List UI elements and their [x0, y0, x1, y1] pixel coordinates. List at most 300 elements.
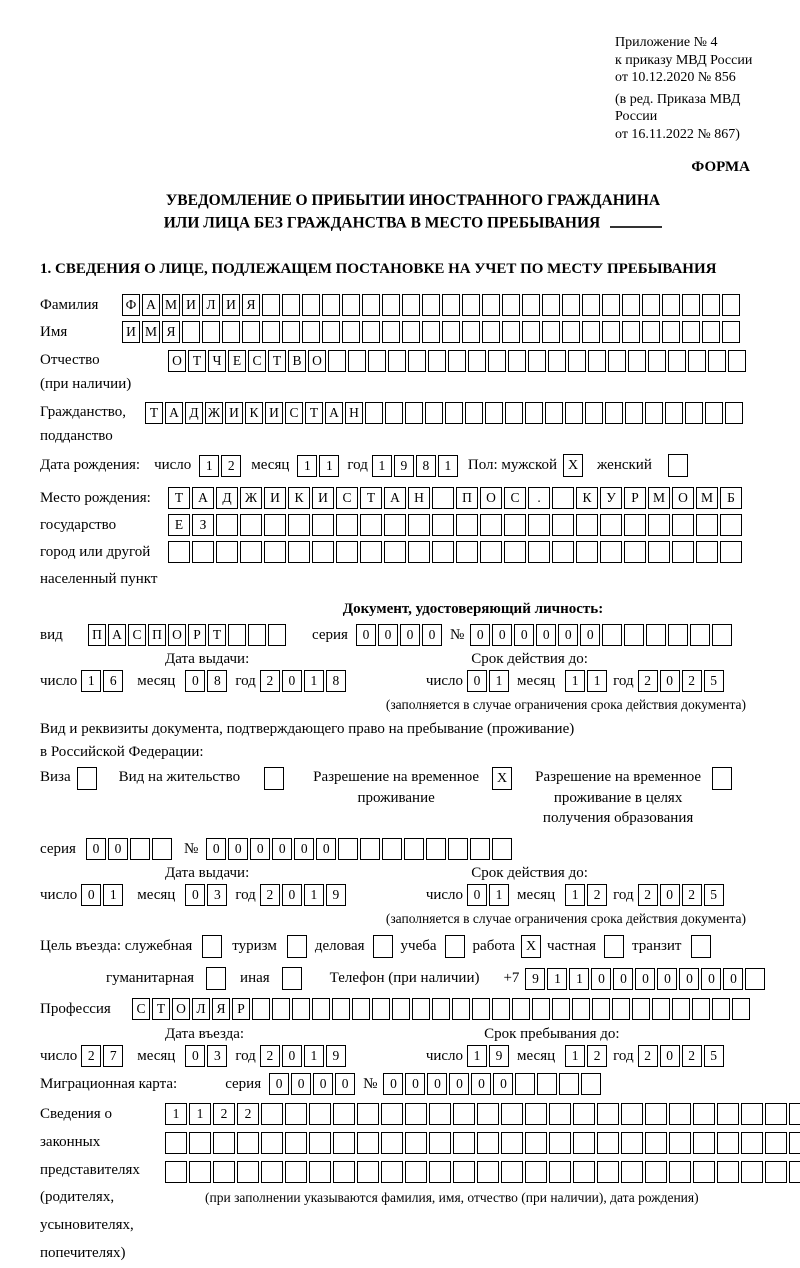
char-cell[interactable] — [240, 541, 262, 563]
purpose-turizm-checkbox[interactable] — [287, 935, 307, 958]
char-cell[interactable] — [333, 1161, 355, 1183]
char-cell[interactable]: 1 — [103, 884, 123, 906]
char-cell[interactable]: 0 — [467, 884, 487, 906]
char-cell[interactable] — [213, 1161, 235, 1183]
char-cell[interactable] — [453, 1103, 475, 1125]
char-cell[interactable] — [405, 1103, 427, 1125]
char-cell[interactable] — [477, 1161, 499, 1183]
char-cell[interactable] — [332, 998, 350, 1020]
char-cell[interactable] — [501, 1103, 523, 1125]
char-cell[interactable] — [525, 1161, 547, 1183]
char-cell[interactable] — [717, 1132, 739, 1154]
char-cell[interactable] — [592, 998, 610, 1020]
char-cell[interactable]: 0 — [272, 838, 292, 860]
char-cell[interactable] — [662, 321, 680, 343]
char-cell[interactable]: 0 — [250, 838, 270, 860]
char-cell[interactable] — [357, 1132, 379, 1154]
char-cell[interactable]: 2 — [260, 670, 280, 692]
purpose-chastnaya-checkbox[interactable] — [604, 935, 624, 958]
char-cell[interactable]: О — [172, 998, 190, 1020]
char-cell[interactable]: 0 — [580, 624, 600, 646]
char-cell[interactable] — [213, 1132, 235, 1154]
char-cell[interactable]: Т — [188, 350, 206, 372]
char-cell[interactable] — [480, 514, 502, 536]
char-cell[interactable] — [422, 321, 440, 343]
char-cell[interactable] — [542, 294, 560, 316]
char-cell[interactable]: 0 — [206, 838, 226, 860]
char-cell[interactable]: 0 — [81, 884, 101, 906]
char-cell[interactable] — [165, 1161, 187, 1183]
char-cell[interactable]: Т — [305, 402, 323, 424]
char-cell[interactable] — [285, 1103, 307, 1125]
char-cell[interactable] — [642, 294, 660, 316]
char-cell[interactable] — [741, 1161, 763, 1183]
rvp-education-checkbox[interactable] — [712, 767, 732, 790]
char-cell[interactable] — [362, 321, 380, 343]
char-cell[interactable]: . — [528, 487, 550, 509]
char-cell[interactable]: 1 — [372, 455, 392, 477]
char-cell[interactable]: А — [108, 624, 126, 646]
char-cell[interactable]: Б — [720, 487, 742, 509]
purpose-delovaya-checkbox[interactable] — [373, 935, 393, 958]
char-cell[interactable] — [501, 1161, 523, 1183]
char-cell[interactable]: 0 — [356, 624, 376, 646]
char-cell[interactable] — [576, 541, 598, 563]
char-cell[interactable]: 0 — [660, 884, 680, 906]
visa-checkbox[interactable] — [77, 767, 97, 790]
char-cell[interactable] — [261, 1132, 283, 1154]
char-cell[interactable] — [288, 514, 310, 536]
char-cell[interactable] — [360, 541, 382, 563]
char-cell[interactable] — [602, 321, 620, 343]
char-cell[interactable]: 1 — [304, 1045, 324, 1067]
char-cell[interactable] — [477, 1103, 499, 1125]
char-cell[interactable] — [576, 514, 598, 536]
char-cell[interactable] — [382, 838, 402, 860]
char-cell[interactable]: Ч — [208, 350, 226, 372]
char-cell[interactable]: 0 — [657, 968, 677, 990]
char-cell[interactable] — [602, 624, 622, 646]
char-cell[interactable]: 1 — [304, 884, 324, 906]
char-cell[interactable]: 0 — [228, 838, 248, 860]
char-cell[interactable] — [632, 998, 650, 1020]
char-cell[interactable] — [720, 541, 742, 563]
char-cell[interactable]: П — [456, 487, 478, 509]
char-cell[interactable] — [717, 1161, 739, 1183]
char-cell[interactable] — [573, 1132, 595, 1154]
char-cell[interactable] — [581, 1073, 601, 1095]
char-cell[interactable]: 1 — [438, 455, 458, 477]
char-cell[interactable] — [532, 998, 550, 1020]
char-cell[interactable] — [152, 838, 172, 860]
char-cell[interactable]: 0 — [467, 670, 487, 692]
char-cell[interactable]: 0 — [383, 1073, 403, 1095]
char-cell[interactable]: С — [285, 402, 303, 424]
char-cell[interactable]: Л — [202, 294, 220, 316]
char-cell[interactable] — [262, 294, 280, 316]
purpose-rabota-checkbox[interactable]: X — [521, 935, 541, 958]
char-cell[interactable] — [717, 1103, 739, 1125]
char-cell[interactable] — [789, 1132, 800, 1154]
char-cell[interactable] — [682, 294, 700, 316]
char-cell[interactable] — [309, 1132, 331, 1154]
char-cell[interactable]: 0 — [282, 1045, 302, 1067]
char-cell[interactable] — [597, 1132, 619, 1154]
char-cell[interactable] — [582, 294, 600, 316]
char-cell[interactable] — [442, 321, 460, 343]
char-cell[interactable]: И — [222, 294, 240, 316]
char-cell[interactable]: 2 — [682, 1045, 702, 1067]
char-cell[interactable] — [362, 294, 380, 316]
char-cell[interactable] — [789, 1103, 800, 1125]
char-cell[interactable] — [572, 998, 590, 1020]
char-cell[interactable] — [382, 321, 400, 343]
char-cell[interactable]: И — [225, 402, 243, 424]
char-cell[interactable]: 8 — [326, 670, 346, 692]
char-cell[interactable] — [425, 402, 443, 424]
char-cell[interactable]: А — [384, 487, 406, 509]
char-cell[interactable] — [240, 514, 262, 536]
char-cell[interactable] — [693, 1132, 715, 1154]
char-cell[interactable] — [562, 294, 580, 316]
char-cell[interactable]: О — [672, 487, 694, 509]
purpose-tranzit-checkbox[interactable] — [691, 935, 711, 958]
char-cell[interactable]: Т — [145, 402, 163, 424]
purpose-ucheba-checkbox[interactable] — [445, 935, 465, 958]
char-cell[interactable] — [182, 321, 200, 343]
char-cell[interactable] — [189, 1132, 211, 1154]
char-cell[interactable] — [669, 1132, 691, 1154]
char-cell[interactable]: 0 — [493, 1073, 513, 1095]
char-cell[interactable] — [402, 321, 420, 343]
char-cell[interactable] — [549, 1103, 571, 1125]
char-cell[interactable] — [357, 1103, 379, 1125]
char-cell[interactable]: П — [88, 624, 106, 646]
char-cell[interactable] — [549, 1161, 571, 1183]
char-cell[interactable]: Н — [408, 487, 430, 509]
char-cell[interactable]: И — [312, 487, 334, 509]
char-cell[interactable]: 0 — [185, 884, 205, 906]
char-cell[interactable]: 0 — [313, 1073, 333, 1095]
char-cell[interactable] — [585, 402, 603, 424]
char-cell[interactable] — [482, 294, 500, 316]
char-cell[interactable] — [342, 321, 360, 343]
char-cell[interactable] — [537, 1073, 557, 1095]
char-cell[interactable]: О — [480, 487, 502, 509]
char-cell[interactable] — [453, 1161, 475, 1183]
char-cell[interactable]: Т — [208, 624, 226, 646]
char-cell[interactable]: Т — [168, 487, 190, 509]
char-cell[interactable] — [505, 402, 523, 424]
char-cell[interactable] — [624, 541, 646, 563]
char-cell[interactable]: С — [504, 487, 526, 509]
char-cell[interactable] — [573, 1161, 595, 1183]
char-cell[interactable] — [130, 838, 150, 860]
char-cell[interactable] — [528, 514, 550, 536]
char-cell[interactable]: В — [288, 350, 306, 372]
char-cell[interactable]: 0 — [282, 884, 302, 906]
char-cell[interactable] — [368, 350, 386, 372]
char-cell[interactable]: 1 — [81, 670, 101, 692]
char-cell[interactable]: 1 — [489, 670, 509, 692]
char-cell[interactable] — [248, 624, 266, 646]
char-cell[interactable] — [621, 1132, 643, 1154]
char-cell[interactable] — [525, 1132, 547, 1154]
purpose-inaya-checkbox[interactable] — [282, 967, 302, 990]
char-cell[interactable] — [492, 838, 512, 860]
char-cell[interactable]: Ж — [205, 402, 223, 424]
char-cell[interactable] — [712, 998, 730, 1020]
char-cell[interactable]: 1 — [565, 670, 585, 692]
char-cell[interactable] — [645, 402, 663, 424]
char-cell[interactable]: 0 — [185, 670, 205, 692]
char-cell[interactable]: 0 — [701, 968, 721, 990]
char-cell[interactable] — [504, 514, 526, 536]
char-cell[interactable]: И — [122, 321, 140, 343]
char-cell[interactable] — [690, 624, 710, 646]
char-cell[interactable] — [646, 624, 666, 646]
char-cell[interactable] — [562, 321, 580, 343]
char-cell[interactable] — [426, 838, 446, 860]
char-cell[interactable]: 1 — [297, 455, 317, 477]
char-cell[interactable] — [384, 514, 406, 536]
char-cell[interactable] — [336, 514, 358, 536]
char-cell[interactable] — [408, 350, 426, 372]
char-cell[interactable] — [515, 1073, 535, 1095]
char-cell[interactable] — [261, 1161, 283, 1183]
purpose-gumanitarnaya-checkbox[interactable] — [206, 967, 226, 990]
char-cell[interactable]: Я — [162, 321, 180, 343]
char-cell[interactable] — [672, 998, 690, 1020]
char-cell[interactable] — [333, 1103, 355, 1125]
char-cell[interactable]: 9 — [489, 1045, 509, 1067]
char-cell[interactable]: Ж — [240, 487, 262, 509]
char-cell[interactable] — [720, 514, 742, 536]
char-cell[interactable] — [765, 1132, 787, 1154]
char-cell[interactable]: О — [168, 350, 186, 372]
char-cell[interactable] — [622, 321, 640, 343]
char-cell[interactable] — [693, 1161, 715, 1183]
char-cell[interactable]: 2 — [682, 670, 702, 692]
char-cell[interactable] — [528, 350, 546, 372]
char-cell[interactable]: О — [168, 624, 186, 646]
char-cell[interactable]: Я — [242, 294, 260, 316]
char-cell[interactable] — [429, 1132, 451, 1154]
char-cell[interactable] — [565, 402, 583, 424]
char-cell[interactable] — [528, 541, 550, 563]
char-cell[interactable]: 0 — [514, 624, 534, 646]
char-cell[interactable] — [432, 998, 450, 1020]
char-cell[interactable]: 1 — [489, 884, 509, 906]
char-cell[interactable] — [682, 321, 700, 343]
char-cell[interactable]: 2 — [213, 1103, 235, 1125]
char-cell[interactable] — [685, 402, 703, 424]
char-cell[interactable]: С — [336, 487, 358, 509]
char-cell[interactable] — [336, 541, 358, 563]
char-cell[interactable] — [502, 321, 520, 343]
char-cell[interactable] — [264, 514, 286, 536]
rvp-checkbox[interactable]: X — [492, 767, 512, 790]
char-cell[interactable] — [372, 998, 390, 1020]
char-cell[interactable] — [669, 1161, 691, 1183]
char-cell[interactable] — [501, 1132, 523, 1154]
char-cell[interactable] — [602, 294, 620, 316]
char-cell[interactable] — [432, 541, 454, 563]
char-cell[interactable] — [728, 350, 746, 372]
char-cell[interactable]: 9 — [326, 1045, 346, 1067]
char-cell[interactable]: М — [696, 487, 718, 509]
char-cell[interactable] — [480, 541, 502, 563]
char-cell[interactable]: М — [142, 321, 160, 343]
char-cell[interactable] — [342, 294, 360, 316]
char-cell[interactable]: 2 — [81, 1045, 101, 1067]
char-cell[interactable]: 1 — [587, 670, 607, 692]
char-cell[interactable]: Е — [168, 514, 190, 536]
char-cell[interactable]: Ф — [122, 294, 140, 316]
char-cell[interactable] — [559, 1073, 579, 1095]
char-cell[interactable]: А — [165, 402, 183, 424]
char-cell[interactable] — [456, 541, 478, 563]
char-cell[interactable] — [360, 514, 382, 536]
char-cell[interactable]: И — [265, 402, 283, 424]
char-cell[interactable]: 0 — [723, 968, 743, 990]
char-cell[interactable] — [552, 998, 570, 1020]
char-cell[interactable]: 0 — [558, 624, 578, 646]
char-cell[interactable] — [525, 1103, 547, 1125]
char-cell[interactable] — [429, 1161, 451, 1183]
char-cell[interactable] — [588, 350, 606, 372]
char-cell[interactable]: Т — [152, 998, 170, 1020]
char-cell[interactable] — [662, 294, 680, 316]
char-cell[interactable]: 0 — [400, 624, 420, 646]
char-cell[interactable] — [448, 838, 468, 860]
char-cell[interactable]: 2 — [587, 1045, 607, 1067]
char-cell[interactable]: М — [162, 294, 180, 316]
char-cell[interactable] — [338, 838, 358, 860]
char-cell[interactable]: К — [576, 487, 598, 509]
char-cell[interactable]: И — [264, 487, 286, 509]
char-cell[interactable]: 2 — [638, 670, 658, 692]
char-cell[interactable]: 8 — [416, 455, 436, 477]
char-cell[interactable]: 0 — [660, 1045, 680, 1067]
char-cell[interactable] — [522, 294, 540, 316]
char-cell[interactable]: 3 — [207, 1045, 227, 1067]
char-cell[interactable] — [322, 321, 340, 343]
char-cell[interactable]: К — [245, 402, 263, 424]
char-cell[interactable] — [405, 1161, 427, 1183]
char-cell[interactable] — [696, 541, 718, 563]
char-cell[interactable] — [470, 838, 490, 860]
sex-male-checkbox[interactable]: X — [563, 454, 583, 477]
char-cell[interactable] — [429, 1103, 451, 1125]
char-cell[interactable] — [405, 402, 423, 424]
char-cell[interactable] — [168, 541, 190, 563]
char-cell[interactable]: Д — [185, 402, 203, 424]
char-cell[interactable] — [552, 514, 574, 536]
char-cell[interactable] — [642, 321, 660, 343]
char-cell[interactable]: А — [142, 294, 160, 316]
char-cell[interactable]: Я — [212, 998, 230, 1020]
char-cell[interactable]: 9 — [525, 968, 545, 990]
char-cell[interactable]: 0 — [591, 968, 611, 990]
char-cell[interactable] — [702, 294, 720, 316]
char-cell[interactable] — [192, 541, 214, 563]
char-cell[interactable]: 5 — [704, 884, 724, 906]
char-cell[interactable] — [512, 998, 530, 1020]
char-cell[interactable]: 2 — [237, 1103, 259, 1125]
sex-female-checkbox[interactable] — [668, 454, 688, 477]
char-cell[interactable] — [522, 321, 540, 343]
char-cell[interactable] — [428, 350, 446, 372]
char-cell[interactable] — [608, 350, 626, 372]
char-cell[interactable] — [381, 1103, 403, 1125]
char-cell[interactable]: 2 — [260, 884, 280, 906]
char-cell[interactable]: З — [192, 514, 214, 536]
char-cell[interactable] — [309, 1103, 331, 1125]
char-cell[interactable] — [302, 294, 320, 316]
char-cell[interactable] — [668, 624, 688, 646]
char-cell[interactable] — [282, 294, 300, 316]
char-cell[interactable] — [312, 541, 334, 563]
char-cell[interactable] — [264, 541, 286, 563]
char-cell[interactable]: 0 — [185, 1045, 205, 1067]
char-cell[interactable] — [468, 350, 486, 372]
char-cell[interactable] — [262, 321, 280, 343]
char-cell[interactable]: 2 — [587, 884, 607, 906]
char-cell[interactable]: 0 — [269, 1073, 289, 1095]
char-cell[interactable] — [237, 1161, 259, 1183]
char-cell[interactable] — [669, 1103, 691, 1125]
char-cell[interactable]: Н — [345, 402, 363, 424]
char-cell[interactable]: 7 — [103, 1045, 123, 1067]
char-cell[interactable] — [672, 514, 694, 536]
char-cell[interactable] — [482, 321, 500, 343]
char-cell[interactable] — [456, 514, 478, 536]
char-cell[interactable] — [542, 321, 560, 343]
char-cell[interactable]: 0 — [422, 624, 442, 646]
char-cell[interactable] — [665, 402, 683, 424]
char-cell[interactable]: О — [308, 350, 326, 372]
char-cell[interactable] — [741, 1132, 763, 1154]
char-cell[interactable] — [605, 402, 623, 424]
char-cell[interactable]: 1 — [547, 968, 567, 990]
char-cell[interactable] — [442, 294, 460, 316]
char-cell[interactable] — [648, 514, 670, 536]
char-cell[interactable] — [382, 294, 400, 316]
char-cell[interactable]: 0 — [536, 624, 556, 646]
char-cell[interactable] — [612, 998, 630, 1020]
char-cell[interactable] — [765, 1103, 787, 1125]
char-cell[interactable]: 2 — [682, 884, 702, 906]
char-cell[interactable]: 1 — [199, 455, 219, 477]
char-cell[interactable] — [412, 998, 430, 1020]
char-cell[interactable]: 0 — [86, 838, 106, 860]
char-cell[interactable]: 0 — [108, 838, 128, 860]
char-cell[interactable] — [282, 321, 300, 343]
char-cell[interactable] — [408, 541, 430, 563]
char-cell[interactable]: 1 — [467, 1045, 487, 1067]
char-cell[interactable] — [597, 1103, 619, 1125]
char-cell[interactable] — [648, 350, 666, 372]
char-cell[interactable] — [692, 998, 710, 1020]
char-cell[interactable] — [285, 1161, 307, 1183]
char-cell[interactable]: 0 — [635, 968, 655, 990]
char-cell[interactable] — [432, 487, 454, 509]
char-cell[interactable]: С — [132, 998, 150, 1020]
char-cell[interactable] — [472, 998, 490, 1020]
char-cell[interactable]: 1 — [165, 1103, 187, 1125]
char-cell[interactable] — [725, 402, 743, 424]
